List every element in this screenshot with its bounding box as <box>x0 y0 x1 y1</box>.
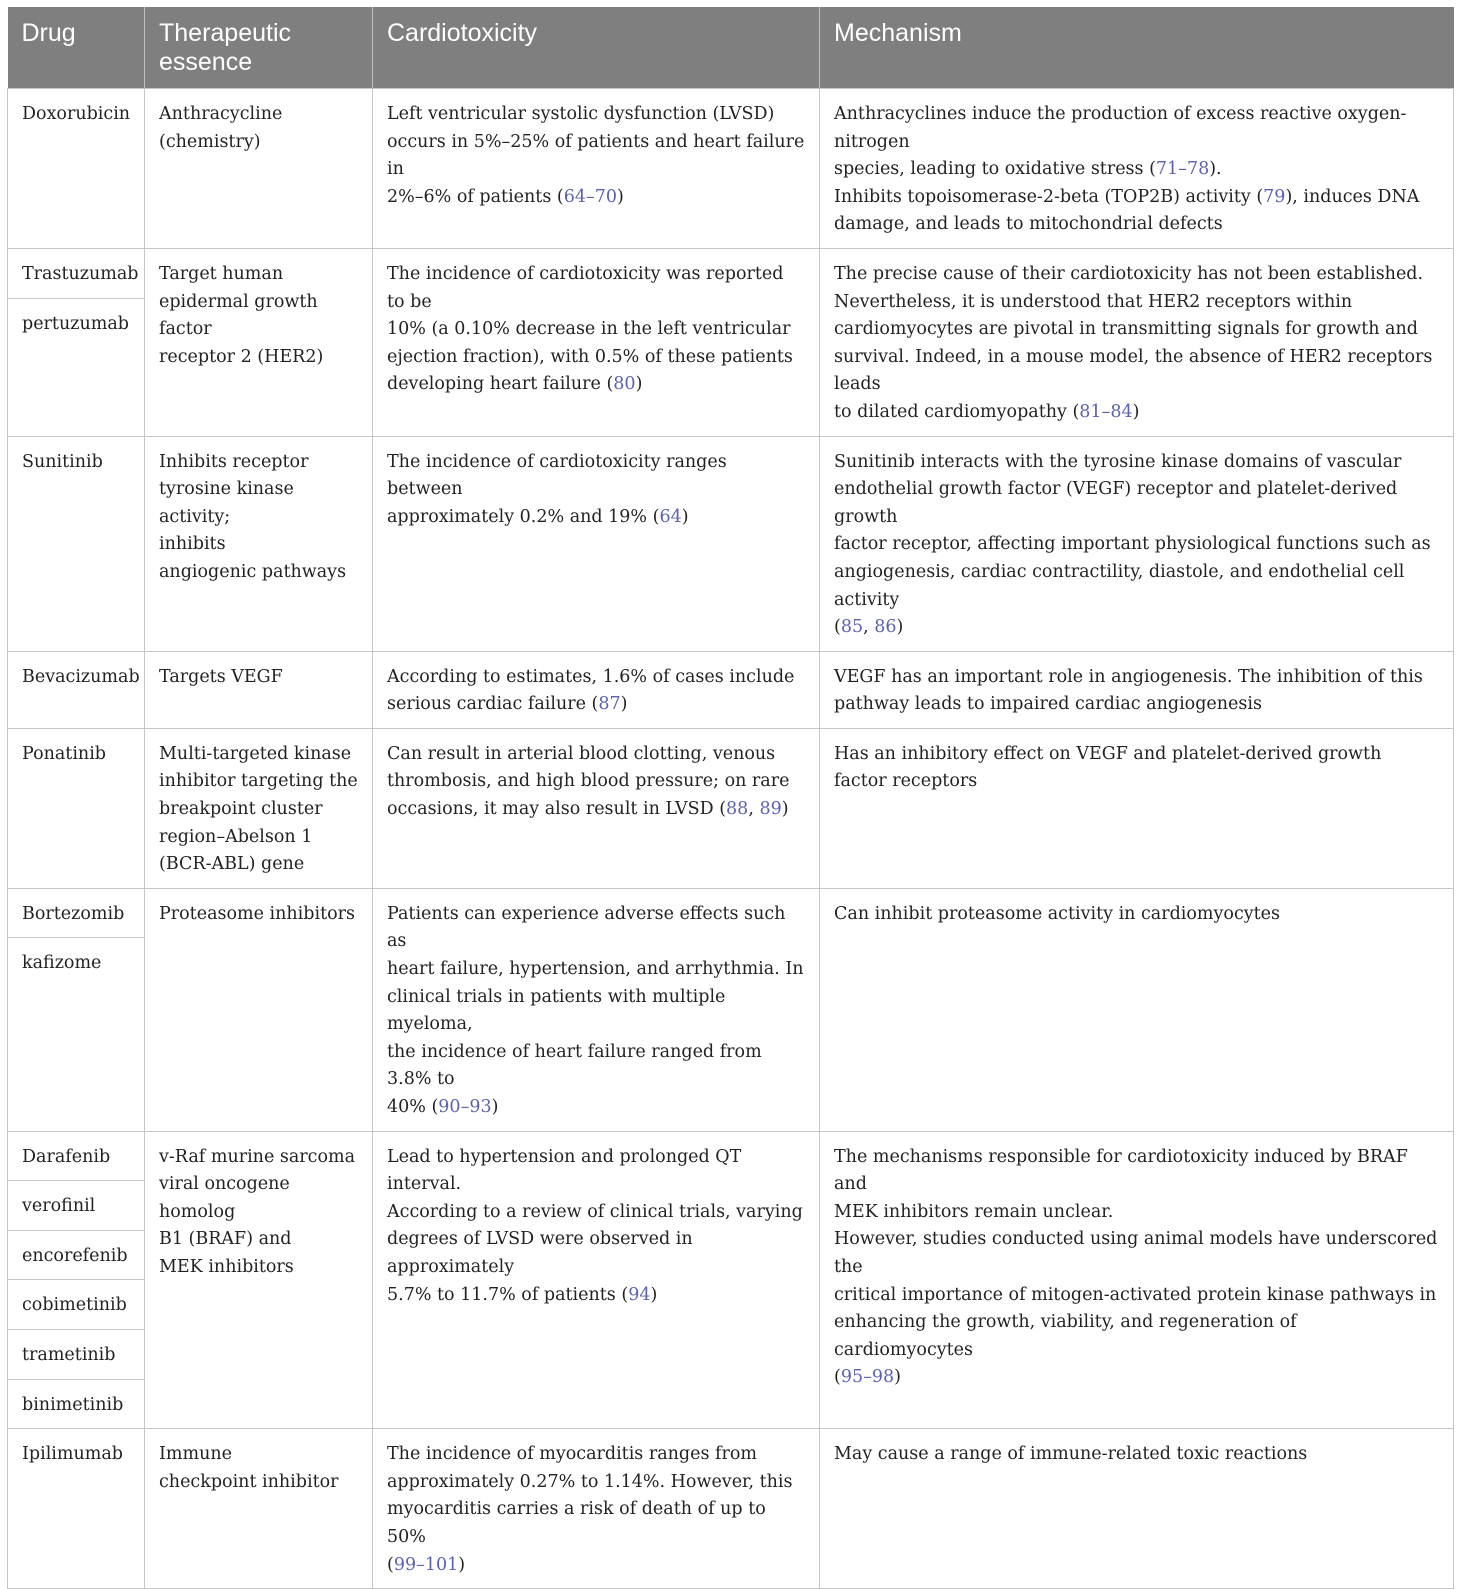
reference-link[interactable]: 86 <box>874 617 897 638</box>
drug-name: Trastuzumab <box>22 263 139 284</box>
cardiotoxicity-text: According to estimates, 1.6% of cases include serious cardiac failure ( <box>387 666 795 715</box>
reference-link[interactable]: 64–70 <box>563 186 618 207</box>
mechanism-text: The precise cause of their cardiotoxicity has not been established. Nevertheless, it is understood that HER2 receptors within cardiomyocytes are pivotal in transmitting signals for growth and survival. Indeed, in a mouse model, the absence of HER2 receptors leads to dilated cardiomyopathy ( <box>834 263 1433 422</box>
table-row <box>8 436 1454 651</box>
therapeutic-essence-cell: Anthracycline (chemistry) <box>145 89 373 249</box>
drug-name: Sunitinib <box>22 451 103 472</box>
mechanism-text: ) <box>896 617 904 638</box>
drug-cell <box>8 651 145 728</box>
therapeutic-essence-cell: Immune checkpoint inhibitor <box>145 1429 373 1589</box>
mechanism-text: May cause a range of immune-related toxic reactions <box>834 1444 1308 1465</box>
table-row <box>8 89 1454 249</box>
reference-link[interactable]: 88 <box>726 799 749 820</box>
drug-name: Bortezomib <box>22 903 125 924</box>
mechanism-text: ) <box>894 1367 901 1388</box>
mechanism-cell <box>820 436 1454 651</box>
cardiotoxicity-cell <box>373 89 820 249</box>
reference-link[interactable]: 80 <box>613 374 636 395</box>
reference-link[interactable]: 71–78 <box>1155 159 1210 180</box>
mechanism-text: Can inhibit proteasome activity in cardiomyocytes <box>834 903 1281 924</box>
cardiotoxicity-text: ) <box>620 694 628 715</box>
mechanism-cell <box>820 1429 1454 1589</box>
therapeutic-essence-cell: Proteasome inhibitors <box>145 888 373 1131</box>
mechanism-text: ). Inhibits topoisomerase-2-beta (TOP2B) activity ( <box>834 159 1264 207</box>
cardiotoxicity-text: , <box>748 799 760 820</box>
reference-link[interactable]: 94 <box>628 1284 651 1305</box>
mechanism-text: ) <box>1132 401 1140 422</box>
cardiotoxicity-text: ) <box>635 374 643 395</box>
table-row <box>8 728 1454 888</box>
table-body <box>8 89 1454 1589</box>
mechanism-text: , <box>863 617 875 638</box>
drug-name: kafizome <box>8 937 144 987</box>
table-row <box>8 888 1454 1131</box>
table-row <box>8 1131 1454 1429</box>
cardiotoxicity-table <box>7 7 1454 1589</box>
drug-name: trametinib <box>8 1329 144 1379</box>
therapeutic-essence-cell: Targets VEGF <box>145 651 373 728</box>
cardiotoxicity-text: ) <box>681 506 689 527</box>
cardiotoxicity-text: The incidence of myocarditis ranges from approximately 0.27% to 1.14%. However, this myocarditis carries a risk of death of up to 50% ( <box>387 1444 793 1575</box>
therapeutic-essence-cell: Target human epidermal growth factor receptor 2 (HER2) <box>145 248 373 436</box>
cardiotoxicity-text: ) <box>650 1284 658 1305</box>
header-cardiotoxicity: Cardiotoxicity <box>373 7 820 89</box>
drug-cell <box>8 89 145 249</box>
drug-name: Ipilimumab <box>22 1444 124 1465</box>
mechanism-cell <box>820 1131 1454 1429</box>
mechanism-cell <box>820 248 1454 436</box>
cardiotoxicity-text: Left ventricular systolic dysfunction (LVSD) occurs in 5%–25% of patients and heart failure in 2%–6% of patients ( <box>387 104 805 207</box>
mechanism-text: ), induces DNA damage, and leads to mitochondrial defects <box>834 186 1420 235</box>
drug-cell <box>8 248 145 436</box>
cardiotoxicity-cell <box>373 436 820 651</box>
mechanism-cell <box>820 728 1454 888</box>
mechanism-cell <box>820 89 1454 249</box>
mechanism-text: Sunitinib interacts with the tyrosine kinase domains of vascular endothelial growth factor (VEGF) receptor and platelet-derived growth factor receptor, affecting important physiological functions such as angiogenesis, cardiac contractility, diastole, and endothelial cell activity ( <box>834 451 1431 638</box>
cardiotoxicity-cell <box>373 728 820 888</box>
table-row <box>8 1429 1454 1589</box>
cardiotoxicity-cell <box>373 248 820 436</box>
header-row <box>8 7 1454 89</box>
header-mechanism: Mechanism <box>820 7 1454 89</box>
cardiotoxicity-text: ) <box>781 799 789 820</box>
cardiotoxicity-text: The incidence of cardiotoxicity ranges between approximately 0.2% and 19% ( <box>387 451 727 527</box>
drug-name: cobimetinib <box>8 1279 144 1329</box>
cardiotoxicity-cell <box>373 651 820 728</box>
therapeutic-essence-cell: v-Raf murine sarcoma viral oncogene homolog B1 (BRAF) and MEK inhibitors <box>145 1131 373 1429</box>
reference-link[interactable]: 95–98 <box>840 1367 895 1388</box>
reference-link[interactable]: 89 <box>759 799 782 820</box>
cardiotoxicity-text: ) <box>491 1097 499 1117</box>
mechanism-text: Anthracyclines induce the production of excess reactive oxygen-nitrogen species, leading to oxidative stress ( <box>834 104 1407 180</box>
reference-link[interactable]: 99–101 <box>393 1554 459 1575</box>
cardiotoxicity-cell <box>373 888 820 1131</box>
drug-name: Doxorubicin <box>22 104 131 124</box>
header-therapeutic-essence: Therapeutic essence <box>145 7 373 89</box>
drug-name: verofinil <box>8 1180 144 1230</box>
table-row <box>8 651 1454 728</box>
drug-name: binimetinib <box>8 1379 144 1429</box>
drug-cell <box>8 888 145 1131</box>
mechanism-text: VEGF has an important role in angiogenesis. The inhibition of this pathway leads to impaired cardiac angiogenesis <box>834 666 1423 715</box>
cardiotoxicity-text: Lead to hypertension and prolonged QT interval. According to a review of clinical trials, varying degrees of LVSD were observed in approximately 5.7% to 11.7% of patients ( <box>387 1146 803 1305</box>
mechanism-cell <box>820 651 1454 728</box>
cardiotoxicity-text: ) <box>458 1554 466 1575</box>
cardiotoxicity-text: Patients can experience adverse effects such as heart failure, hypertension, and arrhythmia. In clinical trials in patients with multiple myeloma, the incidence of heart failure ranged from 3.8% to 40% ( <box>387 903 804 1117</box>
drug-name: Ponatinib <box>22 743 107 764</box>
table-header <box>8 7 1454 89</box>
cardiotoxicity-text: ) <box>617 186 624 207</box>
reference-link[interactable]: 90–93 <box>438 1097 492 1117</box>
reference-link[interactable]: 79 <box>1263 186 1286 207</box>
therapeutic-essence-cell: Inhibits receptor tyrosine kinase activity; inhibits angiogenic pathways <box>145 436 373 651</box>
therapeutic-essence-cell: Multi-targeted kinase inhibitor targeting the breakpoint cluster region–Abelson 1 (BCR-ABL) gene <box>145 728 373 888</box>
table-row <box>8 248 1454 436</box>
cardiotoxicity-cell <box>373 1429 820 1589</box>
header-drug: Drug <box>8 7 145 89</box>
mechanism-text: Has an inhibitory effect on VEGF and platelet-derived growth factor receptors <box>834 743 1382 792</box>
cardiotoxicity-cell <box>373 1131 820 1429</box>
reference-link[interactable]: 64 <box>659 506 682 527</box>
drug-name: Bevacizumab <box>22 666 140 687</box>
mechanism-text: The mechanisms responsible for cardiotoxicity induced by BRAF and MEK inhibitors remain unclear. However, studies conducted using animal models have underscored the critical importance of mitogen-activated protein kinase pathways in enhancing the growth, viability, and regeneration of cardiomyocytes ( <box>834 1146 1438 1388</box>
drug-cell <box>8 1131 145 1429</box>
cardiotoxicity-text: Can result in arterial blood clotting, venous thrombosis, and high blood pressure; on rare occasions, it may also result in LVSD ( <box>387 743 790 820</box>
reference-link[interactable]: 85 <box>840 617 864 638</box>
drug-name: encorefenib <box>8 1230 144 1280</box>
drug-cell <box>8 728 145 888</box>
drug-name: pertuzumab <box>8 298 144 348</box>
reference-link[interactable]: 81–84 <box>1079 401 1133 422</box>
mechanism-cell <box>820 888 1454 1131</box>
reference-link[interactable]: 87 <box>598 694 621 715</box>
drug-name: Darafenib <box>22 1146 111 1167</box>
cardiotoxicity-text: The incidence of cardiotoxicity was reported to be 10% (a 0.10% decrease in the left ventricular ejection fraction), with 0.5% of these patients developing heart failure ( <box>387 263 793 395</box>
drug-cell <box>8 436 145 651</box>
drug-cell <box>8 1429 145 1589</box>
